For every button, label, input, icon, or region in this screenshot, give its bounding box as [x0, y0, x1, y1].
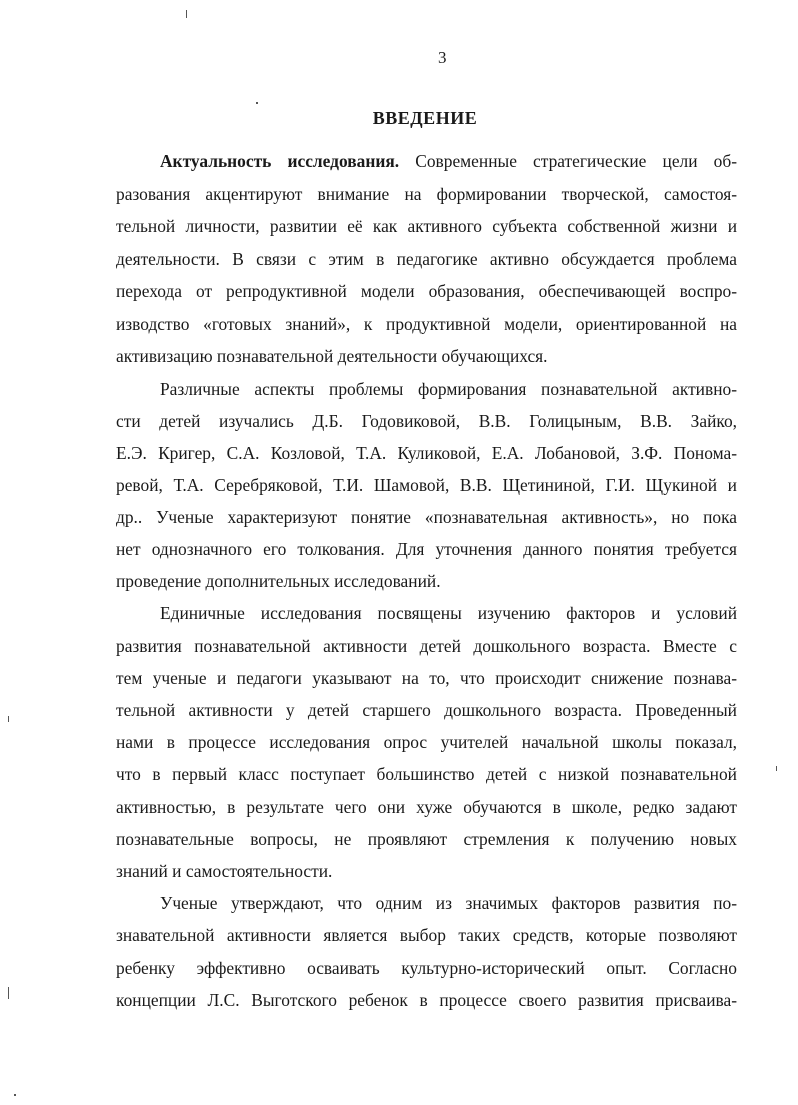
scan-speck [8, 987, 9, 999]
scan-speck [8, 716, 9, 722]
paragraph-line: Ученые утверждают, что одним из значимых факторов развития по- [160, 893, 737, 913]
paragraph-lead: Актуальность исследования. [160, 151, 400, 171]
paragraph-line: активизацию познавательной деятельности обучающихся. [116, 346, 548, 366]
scan-speck [776, 766, 777, 771]
paragraph-line: ребенку эффективно осваивать культурно-исторический опыт. Согласно [116, 958, 737, 978]
section-heading: ВВЕДЕНИЕ [372, 108, 478, 128]
paragraph-line: нами в процессе исследования опрос учителей начальной школы показал, [116, 732, 737, 752]
paragraph-line: ревой, Т.А. Серебряковой, Т.И. Шамовой, В.В. Щетининой, Г.И. Щукиной и [116, 475, 737, 495]
paragraph-line: разования акцентируют внимание на формировании творческой, самостоя- [116, 184, 737, 204]
scan-speck [14, 1094, 16, 1096]
paragraph-line: знавательной активности является выбор таких средств, которые позволяют [116, 925, 737, 945]
paragraph-line: познавательные вопросы, не проявляют стремления к получению новых [116, 829, 737, 849]
scan-speck [256, 102, 258, 104]
paragraph-line: Различные аспекты проблемы формирования познавательной активно- [160, 379, 737, 399]
paragraph-line [160, 150, 737, 172]
paragraph-line: тельной личности, развитии её как активного субъекта собственной жизни и [116, 216, 737, 236]
paragraph-line: нет однозначного его толкования. Для уточнения данного понятия требуется [116, 539, 737, 559]
paragraph-line: тем ученые и педагоги указывают на то, что происходит снижение познава- [116, 668, 737, 688]
paragraph-line: сти детей изучались Д.Б. Годовиковой, В.В. Голицыным, В.В. Зайко, [116, 411, 737, 431]
paragraph-line: Единичные исследования посвящены изучению факторов и условий [160, 603, 737, 623]
paragraph-line: что в первый класс поступает большинство детей с низкой познавательной [116, 764, 737, 784]
paragraph-line: проведение дополнительных исследований. [116, 571, 441, 591]
paragraph-line: концепции Л.С. Выготского ребенок в процессе своего развития присваива- [116, 990, 737, 1010]
paragraph-line: знаний и самостоятельности. [116, 861, 333, 881]
scan-speck [186, 10, 187, 18]
paragraph-line: развития познавательной активности детей дошкольного возраста. Вместе с [116, 636, 737, 656]
paragraph-line: активностью, в результате чего они хуже обучаются в школе, редко задают [116, 797, 737, 817]
paragraph-text: Современные стратегические цели об- [399, 151, 738, 171]
page-number: 3 [438, 48, 447, 67]
paragraph-line: др.. Ученые характеризуют понятие «познавательная активность», но пока [116, 507, 737, 527]
paragraph-line: Е.Э. Кригер, С.А. Козловой, Т.А. Куликовой, Е.А. Лобановой, З.Ф. Понома- [116, 443, 737, 463]
paragraph-line: деятельности. В связи с этим в педагогике активно обсуждается проблема [116, 249, 737, 269]
paragraph-line: тельной активности у детей старшего дошкольного возраста. Проведенный [116, 700, 737, 720]
paragraph-line: перехода от репродуктивной модели образования, обеспечивающей воспро- [116, 281, 737, 301]
paragraph-line: изводство «готовых знаний», к продуктивной модели, ориентированной на [116, 314, 737, 334]
